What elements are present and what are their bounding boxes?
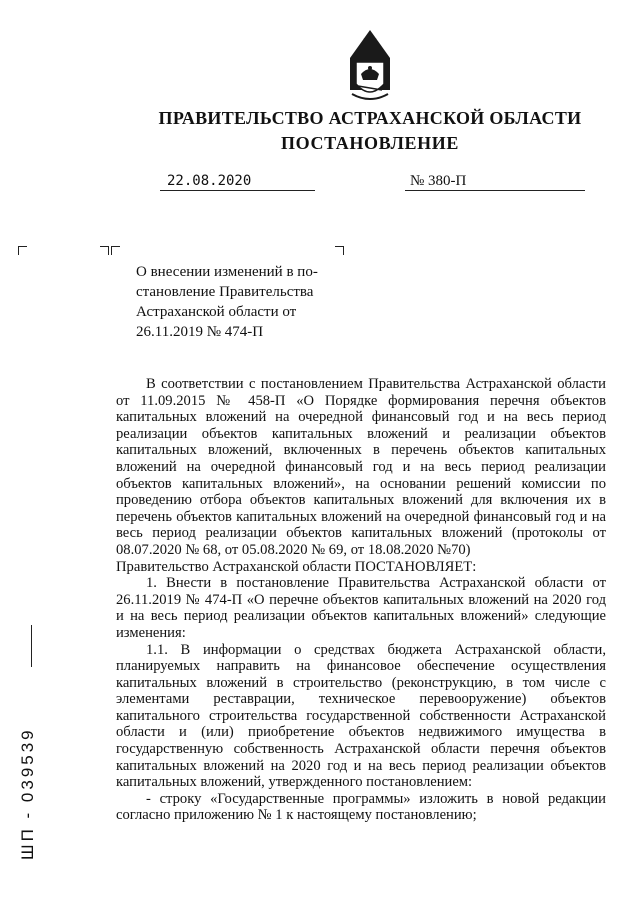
side-margin-line: [31, 625, 32, 667]
corner-mark: [18, 246, 27, 255]
corner-mark: [111, 246, 120, 255]
corner-mark: [335, 246, 344, 255]
subject-line: Астраханской области от: [136, 304, 297, 320]
decree-paragraph: Правительство Астраханской области ПОСТАНОВЛЯЕТ:: [116, 558, 477, 575]
document-body: [116, 376, 606, 824]
subject-line: становление Правительства: [136, 284, 314, 300]
coat-of-arms-emblem: [344, 18, 396, 108]
organization-title: ПРАВИТЕЛЬСТВО АСТРАХАНСКОЙ ОБЛАСТИ: [158, 108, 582, 128]
subject-line: О внесении изменений в по-: [136, 264, 318, 280]
form-serial-number: ШП - 039539: [18, 727, 37, 860]
item-1-paragraph: 1. Внести в постановление Правительства Астраханской области от 26.11.2019 № 474-П «О перечне объектов капитальных вложений на 2020 год и на весь период реализации объектов капитальных вложений» следующие изменения:: [116, 575, 606, 641]
document-subject: [136, 262, 336, 342]
document-number: № 380-П: [405, 173, 585, 191]
preamble-paragraph: В соответствии с постановлением Правительства Астраханской области от 11.09.2015 № 458-П «О Порядке формирования перечня объектов капитальных вложений на очередной финансовый год и на весь период реализации объектов капитальных вложений и реализации объектов капитальных вложений, включенных в перечень объектов капитальных вложений на очередной финансовый год и на весь период реализации объектов капитальных вложений», на основании решений комиссии по проведению отбора объектов капитальных вложений для включения их в перечень объектов капитальных вложений на очередной финансовый год и на весь период реализации объектов капитальных вложений (протоколы от 08.07.2020 № 68, от 05.08.2020 № 69, от 18.08.2020 №70): [116, 376, 606, 558]
document-date: 22.08.2020: [160, 173, 315, 191]
document-type: ПОСТАНОВЛЕНИЕ: [281, 133, 459, 153]
corner-mark: [100, 246, 109, 255]
item-1-1-subitem: - строку «Государственные программы» изложить в новой редакции согласно приложению № 1 к настоящему постановлению;: [116, 790, 606, 824]
item-1-1-paragraph: 1.1. В информации о средствах бюджета Астраханской области, планируемых направить на финансовое обеспечение осуществления капитальных вложений в строительство (реконструкцию, в том числе с элементами реставрации, техническое перевооружение) объектов капитального строительства государственной собственности Астраханской области и (или) приобретение объектов недвижимого имущества в государственную собственность Астраханской области перечня объектов капитальных вложений на 2020 год и на весь период реализации объектов капитальных вложений, утвержденного постановлением:: [116, 641, 606, 791]
subject-line: 26.11.2019 № 474-П: [136, 324, 264, 340]
